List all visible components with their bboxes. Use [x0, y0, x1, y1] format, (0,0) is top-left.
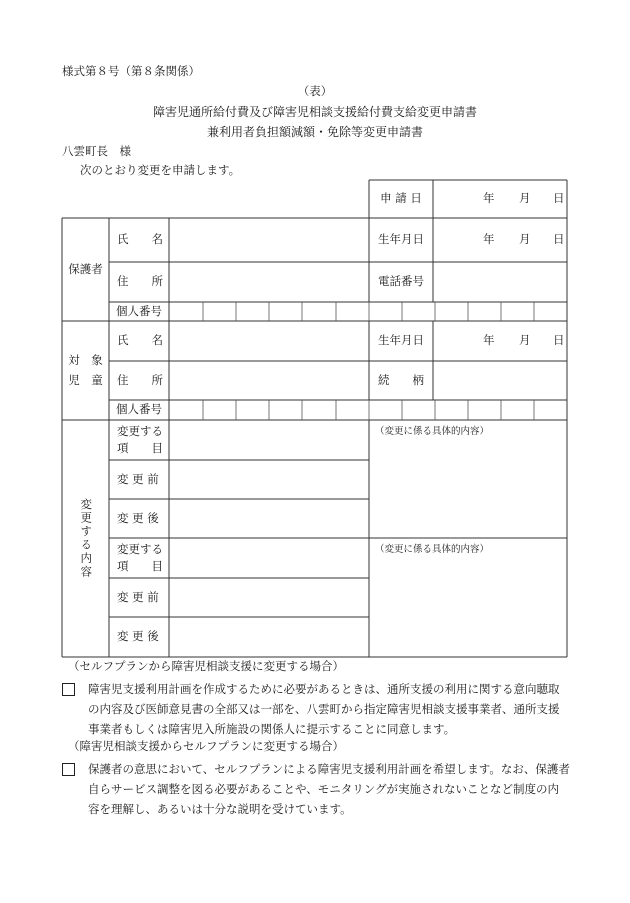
change-detail-field-2[interactable] [369, 558, 567, 657]
month-unit: 月 [519, 191, 531, 206]
form-number: 様式第８号（第８条関係） [62, 64, 200, 78]
intro-text: 次のとおり変更を申請します。 [80, 163, 241, 177]
change-section-label [62, 420, 109, 657]
change-item-label-1 [117, 420, 169, 460]
front-side-label: （表） [297, 84, 333, 98]
addressee: 八雲町長 様 [62, 144, 131, 158]
change-section-label-text: 変更する内容 [79, 498, 94, 579]
consult-consent-checkbox[interactable] [62, 763, 75, 776]
child-section-label-line2: 児 童 [68, 372, 103, 387]
change-before-field-1[interactable] [169, 460, 369, 499]
guardian-id-label: 個人番号 [116, 303, 162, 318]
change-before-field-2[interactable] [169, 578, 369, 617]
day-unit: 日 [553, 191, 565, 206]
child-section-label-line1: 対 象 [68, 353, 103, 367]
guardian-name-label: 氏 名 [117, 232, 163, 247]
application-date-label: 申 請 日 [380, 191, 422, 206]
consult-heading: （障害児相談支援からセルフプランに変更する場合） [68, 739, 344, 753]
child-address-label: 住 所 [117, 372, 163, 387]
change-before-label-2: 変 更 前 [117, 589, 159, 604]
guardian-phone-field[interactable] [433, 262, 567, 302]
guardian-section-label: 保護者 [68, 261, 103, 276]
child-id-label: 個人番号 [116, 402, 162, 417]
day-unit: 日 [553, 333, 565, 348]
change-item-field-1[interactable] [169, 420, 369, 460]
guardian-birth-label: 生年月日 [378, 232, 424, 247]
child-birth-label: 生年月日 [378, 333, 424, 348]
consult-consent-text: 保護者の意思において、セルフプランによる障害児支援利用計画を希望します。なお、保護者自らサービス調整を図る必要があることや、モニタリングが実施されないことなど制度の内容を理解し、あるいは十分な説明を受けています。 [88, 762, 570, 816]
change-after-field-1[interactable] [169, 499, 369, 538]
child-name-field[interactable] [169, 321, 369, 361]
change-item-label-line1: 変更する [117, 423, 163, 438]
change-before-label-1: 変 更 前 [117, 471, 159, 486]
change-after-field-2[interactable] [169, 617, 369, 657]
guardian-address-field[interactable] [169, 262, 369, 302]
child-relation-label: 続 柄 [378, 372, 424, 387]
guardian-id-field[interactable] [169, 302, 567, 321]
selfplan-consent-checkbox[interactable] [62, 683, 75, 696]
selfplan-consent-text: 障害児支援利用計画を作成するために必要があるときは、通所支援の利用に関する意向聴取の内容及び医師意見書の全部又は一部を、八雲町から指定障害児相談支援事業者、通所支援事業者もしくは障害児入所施設の関係人に提示することに同意します。 [88, 682, 560, 736]
change-detail-label-2: （変更に係る具体的内容） [375, 544, 490, 555]
child-birth-field[interactable] [433, 321, 567, 361]
change-item-label-line2: 項 目 [117, 441, 163, 455]
change-after-label-2: 変 更 後 [117, 629, 159, 644]
child-name-label: 氏 名 [117, 333, 163, 348]
guardian-address-label: 住 所 [117, 274, 163, 289]
year-unit: 年 [483, 333, 495, 348]
change-item-label-2 [117, 538, 169, 578]
guardian-name-field[interactable] [169, 218, 369, 262]
child-relation-field[interactable] [433, 361, 567, 400]
day-unit: 日 [553, 232, 565, 247]
child-id-field[interactable] [169, 400, 567, 420]
child-section-label [62, 321, 109, 420]
child-address-field[interactable] [169, 361, 369, 400]
change-item-label-line2: 項 目 [117, 559, 163, 573]
application-date-field[interactable] [433, 180, 567, 218]
change-item-field-2[interactable] [169, 538, 369, 578]
guardian-birth-field[interactable] [433, 218, 567, 262]
selfplan-heading: （セルフプランから障害児相談支援に変更する場合） [68, 659, 344, 673]
change-detail-label-1: （変更に係る具体的内容） [375, 426, 490, 437]
selfplan-consent [62, 679, 570, 739]
month-unit: 月 [519, 232, 531, 247]
month-unit: 月 [519, 333, 531, 348]
document-title: 障害児通所給付費及び障害児相談支援給付費支給変更申請書 [152, 105, 477, 119]
change-item-label-line1: 変更する [117, 541, 163, 556]
change-detail-field-1[interactable] [369, 440, 567, 538]
change-after-label-1: 変 更 後 [117, 510, 159, 525]
guardian-phone-label: 電話番号 [378, 274, 424, 289]
year-unit: 年 [483, 232, 495, 247]
document-subtitle: 兼利用者負担額減額・免除等変更申請書 [206, 125, 423, 139]
year-unit: 年 [483, 191, 495, 206]
consult-consent [62, 759, 570, 819]
